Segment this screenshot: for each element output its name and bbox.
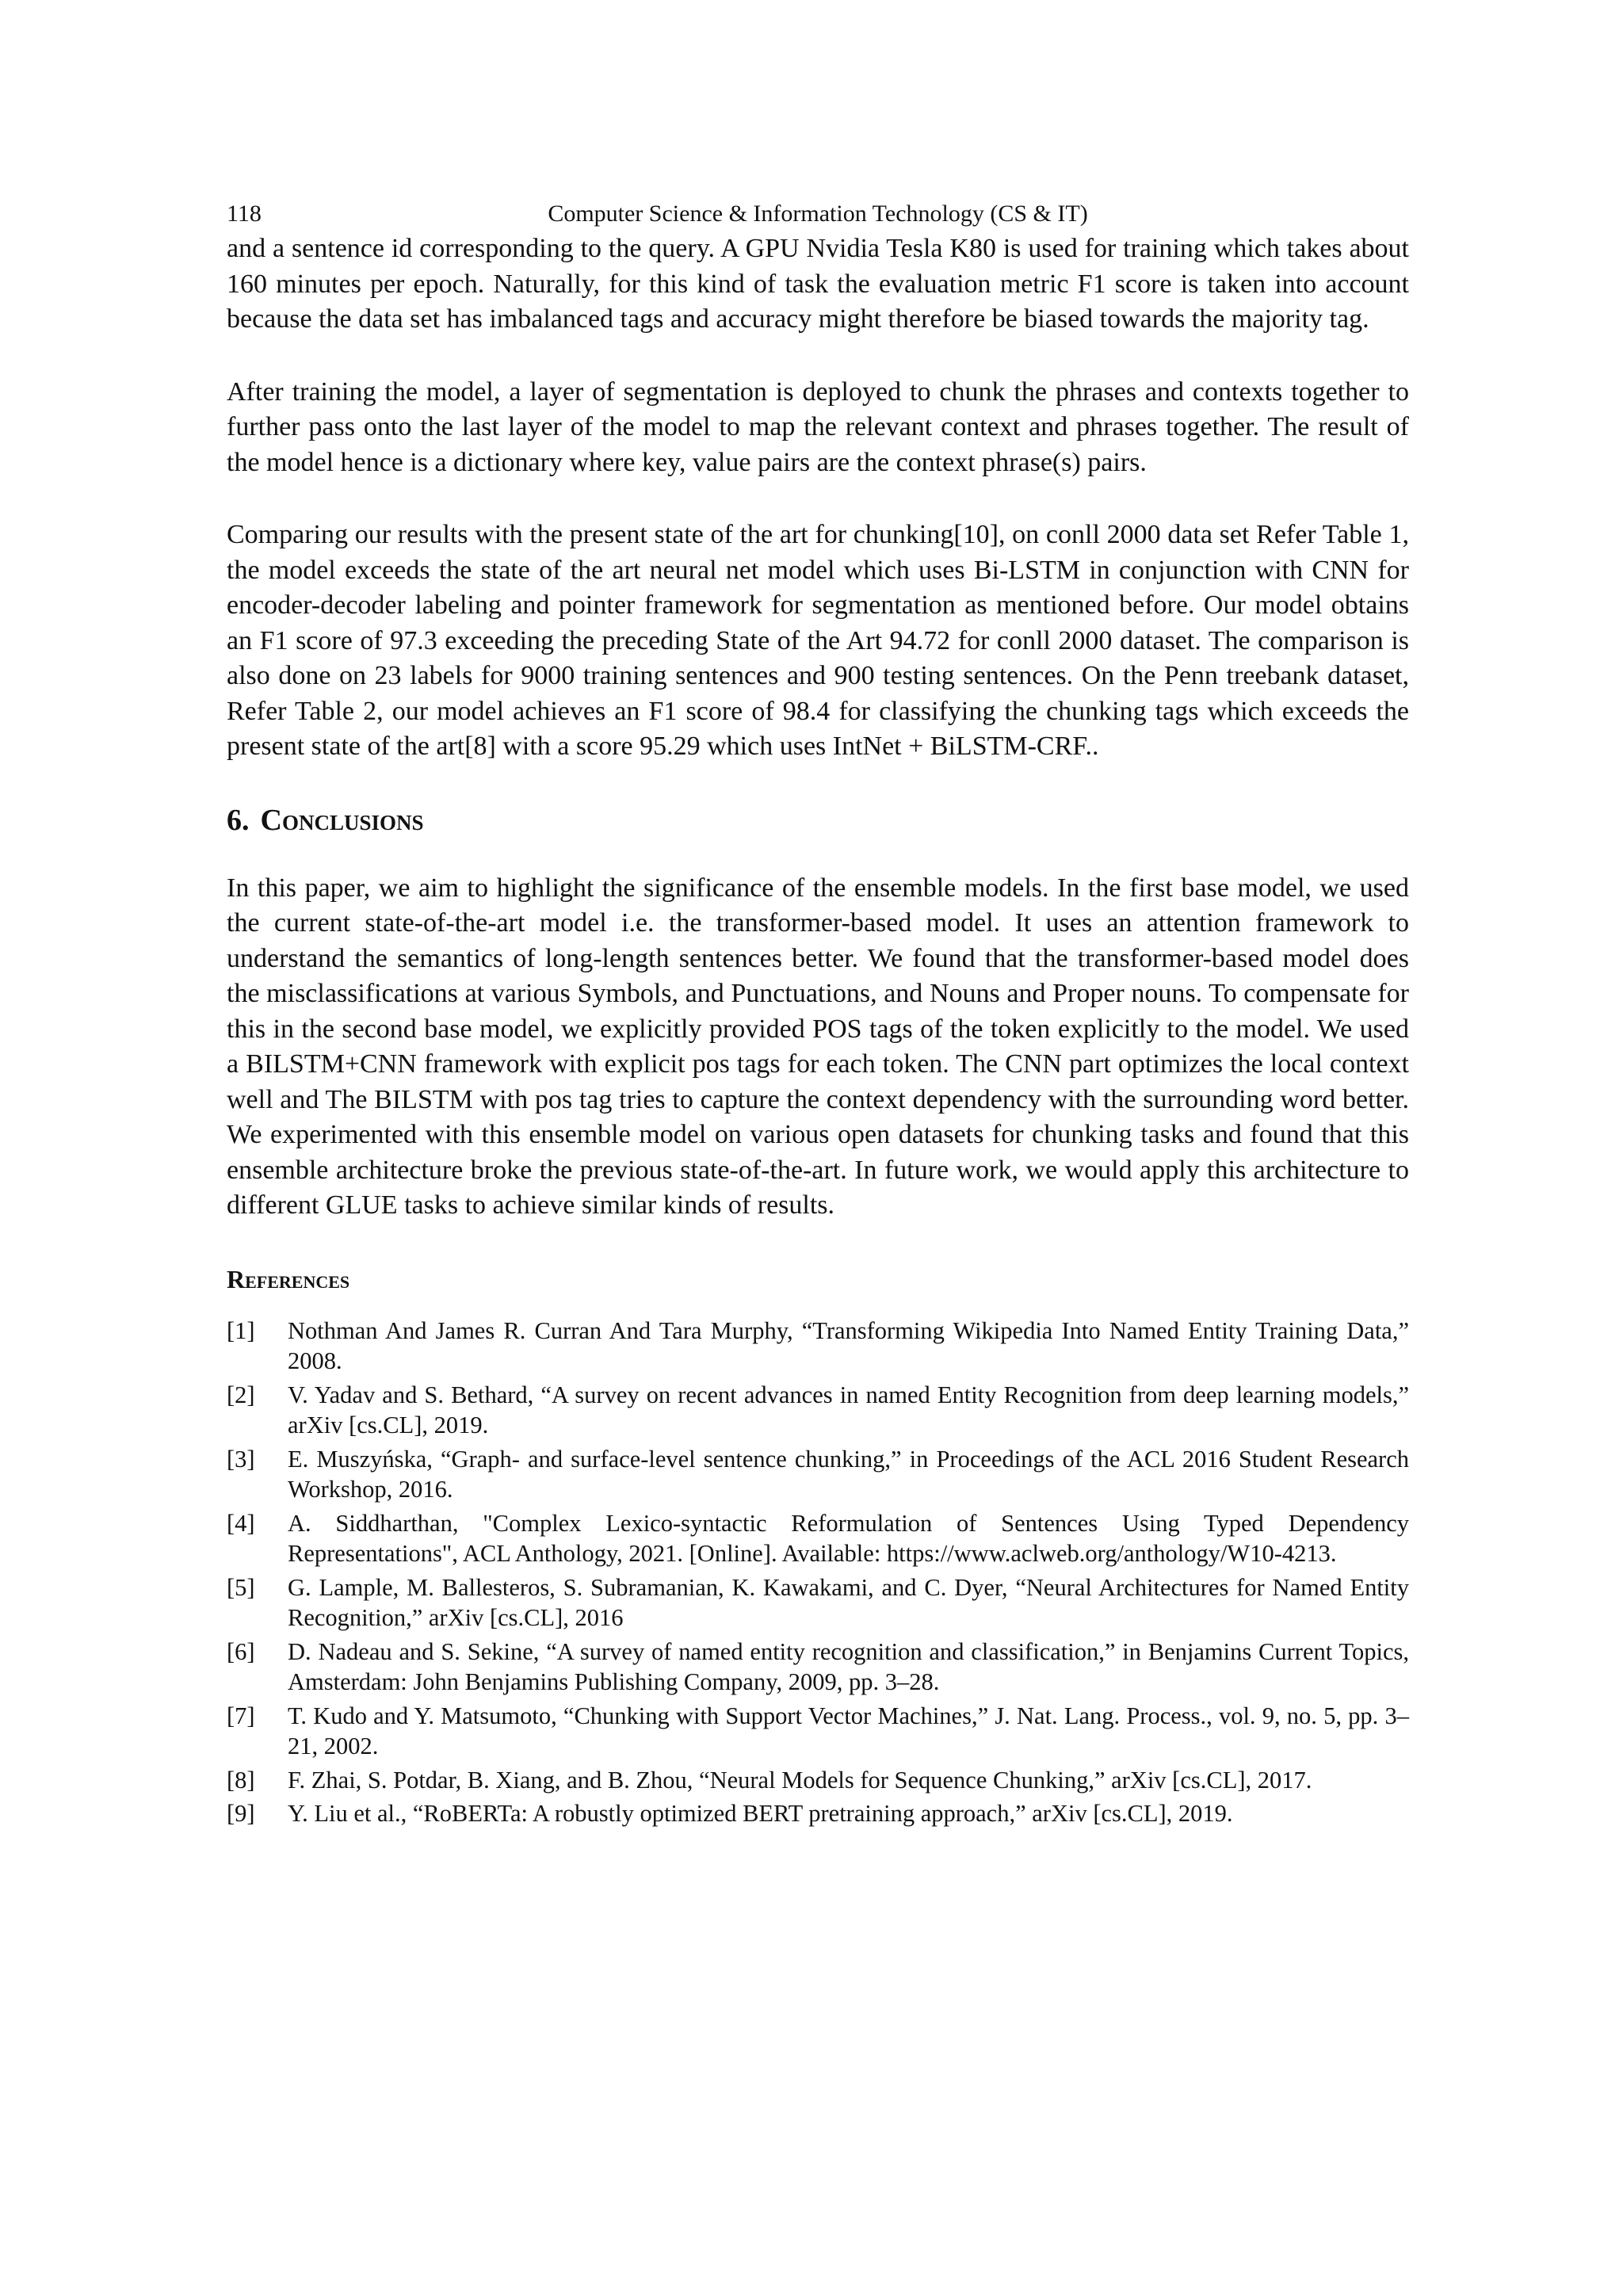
reference-text: G. Lample, M. Ballesteros, S. Subramanian, K. Kawakami, and C. Dyer, “Neural Architectures for Named Entity Recognition,” arXiv [cs.CL], 2016 (288, 1573, 1409, 1631)
page-number: 118 (227, 201, 262, 227)
reference-text: Y. Liu et al., “RoBERTa: A robustly optimized BERT pretraining approach,” arXiv [cs.CL], 2019. (288, 1800, 1233, 1827)
reference-text: F. Zhai, S. Potdar, B. Xiang, and B. Zhou, “Neural Models for Sequence Chunking,” arXiv [cs.CL], 2017. (288, 1766, 1312, 1794)
reference-item (227, 1701, 1409, 1762)
reference-label: [5] (227, 1573, 255, 1601)
conclusions-paragraph: In this paper, we aim to highlight the significance of the ensemble models. In the first base model, we used the current state-of-the-art model i.e. the transformer-based model. It uses an attention framework to understand the semantics of long-length sentences better. We found that the transformer-based model does the misclassifications at various Symbols, and Punctuations, and Nouns and Proper nouns. To compensate for this in the second base model, we explicitly provided POS tags of the token explicitly to the model. We used a BILSTM+CNN framework with explicit pos tags for each token. The CNN part optimizes the local context well and The BILSTM with pos tag tries to capture the context dependency with the surrounding word better. We experimented with this ensemble model on various open datasets for chunking tasks and found that this ensemble architecture broke the previous state-of-the-art. In future work, we would apply this architecture to different GLUE tasks to achieve similar kinds of results. (227, 873, 1409, 1220)
body-paragraph-2: After training the model, a layer of segmentation is deployed to chunk the phrases and contexts together to further pass onto the last layer of the model to map the relevant context and phrases together. The result of the model hence is a dictionary where key, value pairs are the context phrase(s) pairs. (227, 376, 1409, 477)
reference-label: [9] (227, 1800, 255, 1827)
body-paragraph-1: and a sentence id corresponding to the query. A GPU Nvidia Tesla K80 is used for training which takes about 160 minutes per epoch. Naturally, for this kind of task the evaluation metric F1 score is taken into account because the data set has imbalanced tags and accuracy might therefore be biased towards the majority tag. (227, 234, 1409, 334)
reference-text: V. Yadav and S. Bethard, “A survey on recent advances in named Entity Recognition from deep learning models,” arXiv [cs.CL], 2019. (288, 1381, 1409, 1438)
reference-label: [3] (227, 1445, 255, 1473)
reference-item (227, 1444, 1409, 1505)
reference-item (227, 1637, 1409, 1698)
reference-item (227, 1798, 1409, 1829)
reference-list (227, 1316, 1409, 1829)
paragraph-spacer (227, 338, 1409, 375)
section-title: Conclusions (260, 803, 424, 837)
reference-label: [7] (227, 1702, 255, 1729)
reference-text: D. Nadeau and S. Sekine, “A survey of named entity recognition and classification,” in Benjamins Current Topics, Amsterdam: John Benjamins Publishing Company, 2009, pp. 3–28. (288, 1637, 1409, 1695)
reference-text: Nothman And James R. Curran And Tara Murphy, “Transforming Wikipedia Into Named Entity Training Data,” 2008. (288, 1316, 1409, 1374)
reference-item (227, 1508, 1409, 1569)
references-heading: References (227, 1264, 350, 1293)
reference-label: [6] (227, 1637, 255, 1665)
reference-item (227, 1380, 1409, 1441)
reference-text: E. Muszyńska, “Graph- and surface-level sentence chunking,” in Proceedings of the ACL 2016 Student Research Workshop, 2016. (288, 1445, 1409, 1503)
body-paragraph-3: Comparing our results with the present state of the art for chunking[10], on conll 2000 data set Refer Table 1, the model exceeds the state of the art neural net model which uses Bi-LSTM in conjunction with CNN for encoder-decoder labeling and pointer framework for segmentation as mentioned before. Our model obtains an F1 score of 97.3 exceeding the preceding State of the Art 94.72 for conll 2000 dataset. The comparison is also done on 23 labels for 9000 training sentences and 900 testing sentences. On the Penn treebank dataset, Refer Table 2, our model achieves an F1 score of 98.4 for classifying the chunking tags which exceeds the present state of the art[8] with a score 95.29 which uses IntNet + BiLSTM-CRF.. (227, 520, 1409, 761)
reference-text: A. Siddharthan, "Complex Lexico-syntactic Reformulation of Sentences Using Typed Dependency Representations", ACL Anthology, 2021. [Online]. Available: https://www.aclweb.org/anthology/W10-4213. (288, 1509, 1409, 1567)
running-header (227, 197, 1409, 231)
reference-label: [4] (227, 1509, 255, 1537)
reference-label: [2] (227, 1381, 255, 1408)
reference-text: T. Kudo and Y. Matsumoto, “Chunking with Support Vector Machines,” J. Nat. Lang. Process., vol. 9, no. 5, pp. 3–21, 2002. (288, 1702, 1409, 1759)
reference-label: [1] (227, 1316, 255, 1344)
paper-page (227, 197, 1409, 1832)
paragraph-spacer (227, 480, 1409, 518)
reference-label: [8] (227, 1766, 255, 1794)
reference-item (227, 1572, 1409, 1633)
reference-item (227, 1316, 1409, 1377)
conclusions-heading (227, 801, 1409, 839)
section-number: 6. (227, 803, 250, 837)
reference-item (227, 1765, 1409, 1796)
journal-title: Computer Science & Information Technology (CS & IT) (548, 201, 1088, 227)
